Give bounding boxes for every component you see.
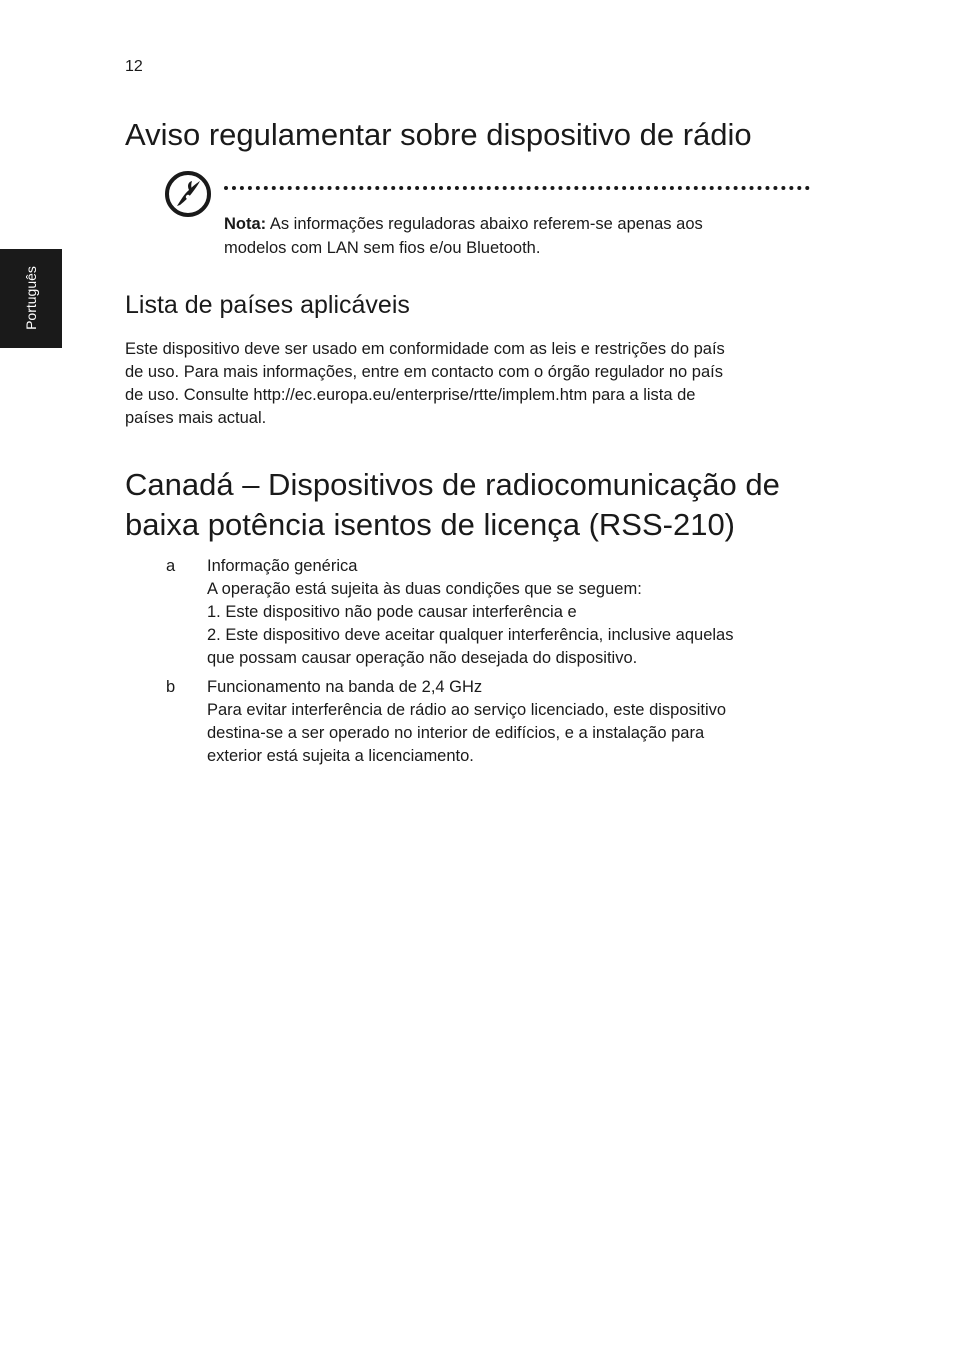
list-item-line: que possam causar operação não desejada do dispositivo. (207, 649, 638, 667)
note-dotted-rule (224, 186, 810, 190)
list-marker: b (166, 678, 176, 696)
list-item-line: Para evitar interferência de rádio ao serviço licenciado, este dispositivo (207, 701, 727, 719)
note-text (224, 212, 810, 260)
note-pen-icon (164, 170, 212, 218)
paragraph-line: de uso. Para mais informações, entre em contacto com o órgão regulador no país (125, 363, 723, 381)
paragraph-line: países mais actual. (125, 409, 267, 427)
list-marker: a (166, 557, 176, 575)
list-item-heading: Funcionamento na banda de 2,4 GHz (207, 678, 483, 696)
list-item-body (207, 676, 807, 768)
list-item-heading: Informação genérica (207, 557, 358, 575)
language-side-tab (0, 249, 62, 348)
note-text-line1: As informações reguladoras abaixo referem-se apenas aos (266, 215, 703, 233)
note-label: Nota: (224, 215, 267, 233)
section-title-canada-line1: Canadá – Dispositivos de radiocomunicação de (125, 467, 780, 502)
section-title-country-list: Lista de países aplicáveis (125, 291, 410, 319)
list-item-line: 1. Este dispositivo não pode causar interferência e (207, 603, 577, 621)
country-list-paragraph (125, 338, 815, 430)
list-item-body (207, 555, 807, 670)
list-item-line: destina-se a ser operado no interior de edifícios, e a instalação para (207, 724, 705, 742)
language-side-tab-label: Português (23, 266, 39, 330)
page-number: 12 (125, 58, 143, 75)
section-title-canada-line2: baixa potência isentos de licença (RSS-210) (125, 507, 736, 542)
note-text-line2: modelos com LAN sem fios e/ou Bluetooth. (224, 239, 541, 257)
list-item-line: exterior está sujeita a licenciamento. (207, 747, 474, 765)
paragraph-line: Este dispositivo deve ser usado em conformidade com as leis e restrições do país (125, 340, 725, 358)
paragraph-line: de uso. Consulte http://ec.europa.eu/enterprise/rtte/implem.htm para a lista de (125, 386, 696, 404)
list-item-line: 2. Este dispositivo deve aceitar qualquer interferência, inclusive aquelas (207, 626, 734, 644)
section-title-canada (125, 465, 780, 545)
section-title-radio-notice: Aviso regulamentar sobre dispositivo de rádio (125, 117, 752, 152)
list-item-line: A operação está sujeita às duas condições que se seguem: (207, 580, 642, 598)
